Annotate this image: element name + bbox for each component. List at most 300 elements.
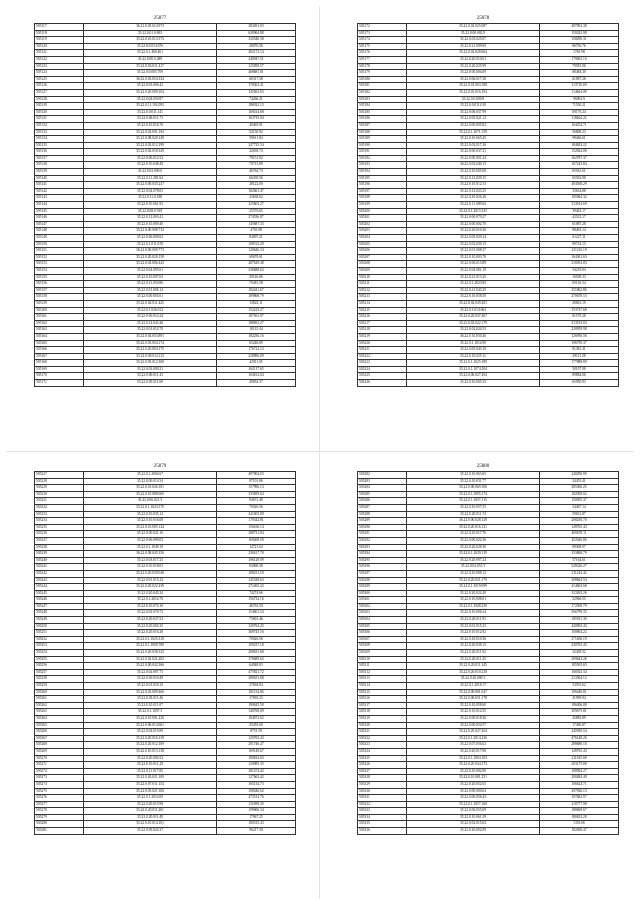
table-row <box>358 333 619 340</box>
parcel-code-cell: 35.22.0.1.1023.370 <box>84 504 217 511</box>
amount-cell: 247725.54 <box>217 142 296 149</box>
parcel-code-cell: 35.22.0.20.097.24 <box>407 557 540 564</box>
table-row <box>35 722 296 729</box>
table-row <box>358 340 619 347</box>
parcel-code-cell: 35.22.0.10.011.07 <box>84 702 217 709</box>
parcel-code-cell: 35.22.0.02.001.194 <box>84 129 217 136</box>
parcel-code-cell: 35.22.0.02.051.5 <box>407 564 540 571</box>
amount-cell: 297926.13 <box>540 788 619 795</box>
parcel-code-cell: 35.22.0.20.016.139 <box>84 735 217 742</box>
table-row <box>358 360 619 367</box>
record-id-cell: 505159 <box>35 300 84 307</box>
amount-cell: 240947.51 <box>217 56 296 63</box>
parcel-code-cell: 35.22.0.10.025.11 <box>407 353 540 360</box>
amount-cell: 162787.37 <box>540 155 619 162</box>
table-row <box>35 37 296 44</box>
parcel-code-cell: 35.22.0.00.054.57 <box>407 722 540 729</box>
amount-cell: 1353.66 <box>540 821 619 828</box>
table-row <box>35 254 296 261</box>
record-id-cell: 505252 <box>35 636 84 643</box>
parcel-code-cell: 36.22.0.08.045.356 <box>84 551 217 558</box>
record-id-cell: 505178 <box>358 63 407 70</box>
amount-cell: 150243.98 <box>540 30 619 37</box>
record-id-cell: 505136 <box>35 149 84 156</box>
parcel-code-cell: 35.22.0.02.017.26 <box>407 142 540 149</box>
parcel-code-cell: 35.22.0.06.014.661 <box>84 722 217 729</box>
parcel-code-cell: 35.22.0.11.017.85 <box>84 768 217 775</box>
record-id-cell: 505328 <box>358 775 407 782</box>
amount-cell: 476148.26 <box>540 735 619 742</box>
table-row <box>35 162 296 169</box>
parcel-code-cell: 35.22.0.08.020.149 <box>84 136 217 143</box>
amount-cell: 228896.09 <box>217 353 296 360</box>
table-row <box>35 103 296 110</box>
table-row <box>35 267 296 274</box>
amount-cell: 283491.03 <box>217 24 296 31</box>
table-row <box>358 696 619 703</box>
table-row <box>35 551 296 558</box>
record-id-cell: 505169 <box>35 366 84 373</box>
record-table <box>357 23 619 387</box>
parcel-code-cell: 35.22.0.10.081.251 <box>407 775 540 782</box>
parcel-code-cell: 35.22.0.20.052.65 <box>407 781 540 788</box>
record-id-cell: 505246 <box>35 597 84 604</box>
amount-cell: 94672.48 <box>217 498 296 505</box>
table-row <box>35 762 296 769</box>
record-id-cell: 505171 <box>35 380 84 387</box>
amount-cell: 61087.28 <box>540 221 619 228</box>
record-id-cell: 505174 <box>358 37 407 44</box>
record-id-cell: 505280 <box>35 821 84 828</box>
amount-cell: 65950.93 <box>540 380 619 387</box>
record-id-cell: 505121 <box>35 50 84 57</box>
table-row <box>358 83 619 90</box>
parcel-code-cell: 35.22.0.00.901.24 <box>407 155 540 162</box>
table-row <box>35 274 296 281</box>
parcel-code-cell: 35.22.0.00.018.56 <box>407 715 540 722</box>
amount-cell: 75001.46 <box>217 617 296 624</box>
record-id-cell: 505134 <box>35 136 84 143</box>
table-row <box>358 320 619 327</box>
table-row <box>35 30 296 37</box>
amount-cell: 4763.98 <box>217 228 296 235</box>
record-id-cell: 505167 <box>35 353 84 360</box>
amount-cell: 236688.63 <box>217 267 296 274</box>
parcel-code-cell: 35.22.0.1.2004.67 <box>84 472 217 479</box>
parcel-code-cell: 35.22.0.1.1004.103 <box>407 755 540 762</box>
table-row <box>358 281 619 288</box>
page-title: 25877 <box>153 16 167 21</box>
amount-cell: 475821.72 <box>217 669 296 676</box>
record-id-cell: 505245 <box>35 590 84 597</box>
record-id-cell: 505180 <box>358 76 407 83</box>
amount-cell: 164361.63 <box>540 254 619 261</box>
parcel-code-cell: 35.22.0.00.0.489 <box>84 56 217 63</box>
parcel-code-cell: 35.22.0.02.039.201 <box>407 300 540 307</box>
parcel-code-cell: 35.22.0.10.016.08 <box>84 518 217 525</box>
parcel-code-cell: 35.22.0.1.2023.85 <box>407 281 540 288</box>
table-row <box>35 748 296 755</box>
amount-cell: 145687.33 <box>217 221 296 228</box>
record-id-cell: 505161 <box>35 314 84 321</box>
parcel-code-cell: 35.22.0.10.014.101 <box>84 821 217 828</box>
table-row <box>35 50 296 57</box>
amount-cell: 98466.61 <box>540 136 619 143</box>
record-id-cell: 505313 <box>358 676 407 683</box>
record-id-cell: 505202 <box>358 221 407 228</box>
record-id-cell: 505308 <box>358 643 407 650</box>
parcel-code-cell: 35.22.0.04.050.87 <box>84 96 217 103</box>
amount-cell: 162117.63 <box>217 366 296 373</box>
amount-cell: 88463.14 <box>540 228 619 235</box>
table-row <box>358 294 619 301</box>
table-row <box>358 570 619 577</box>
amount-cell: 186922.13 <box>217 103 296 110</box>
record-id-cell: 505224 <box>358 366 407 373</box>
amount-cell: 30146.86 <box>217 274 296 281</box>
record-id-cell: 505217 <box>358 320 407 327</box>
table-row <box>35 498 296 505</box>
table-row <box>35 557 296 564</box>
record-id-cell: 505196 <box>358 182 407 189</box>
parcel-code-cell: 35.22.0.01.063.188 <box>407 83 540 90</box>
record-id-cell: 505209 <box>358 267 407 274</box>
table-row <box>358 636 619 643</box>
record-id-cell: 505243 <box>35 577 84 584</box>
table-row <box>358 96 619 103</box>
table-row <box>35 380 296 387</box>
record-id-cell: 505332 <box>358 801 407 808</box>
amount-cell: 181134.06 <box>217 689 296 696</box>
amount-cell: 187561.07 <box>217 314 296 321</box>
table-row <box>35 76 296 83</box>
record-id-cell: 505132 <box>35 122 84 129</box>
record-id-cell: 505124 <box>35 70 84 77</box>
record-id-cell: 505210 <box>358 274 407 281</box>
parcel-code-cell: 35.22.0.1.1007.3 <box>84 709 217 716</box>
parcel-code-cell: 35.22.0.20.015.98 <box>84 801 217 808</box>
page-bottom-right <box>357 464 609 835</box>
parcel-code-cell: 35.22.0.11.0.188 <box>84 195 217 202</box>
parcel-code-cell: 35.22.0.04.095.61 <box>84 267 217 274</box>
amount-cell: 180632.20 <box>540 814 619 821</box>
record-id-cell: 505218 <box>358 327 407 334</box>
table-row <box>35 564 296 571</box>
table-row <box>358 103 619 110</box>
parcel-code-cell: 35.22.0.21.009.09 <box>407 43 540 50</box>
amount-cell: 74266.21 <box>217 96 296 103</box>
record-id-cell: 505298 <box>358 577 407 584</box>
table-row <box>358 590 619 597</box>
table-row <box>358 70 619 77</box>
parcel-code-cell: 35.22.0.10.088.665 <box>84 491 217 498</box>
table-row <box>35 96 296 103</box>
record-id-cell: 505127 <box>35 89 84 96</box>
table-row <box>35 129 296 136</box>
amount-cell: 24453.41 <box>540 478 619 485</box>
table-row <box>35 590 296 597</box>
table-row <box>358 814 619 821</box>
record-id-cell: 505244 <box>35 584 84 591</box>
table-row <box>358 307 619 314</box>
amount-cell: 251862.86 <box>540 287 619 294</box>
table-row <box>358 116 619 123</box>
amount-cell: 167243.84 <box>540 162 619 169</box>
amount-cell: 61227.11 <box>540 235 619 242</box>
parcel-code-cell: 35.22.0.00.014.54 <box>84 478 217 485</box>
record-id-cell: 505154 <box>35 267 84 274</box>
record-id-cell: 505232 <box>35 504 84 511</box>
parcel-code-cell: 35.22.0.06.099.03 <box>84 537 217 544</box>
amount-cell: 108994.27 <box>540 768 619 775</box>
table-row <box>35 544 296 551</box>
record-id-cell: 505146 <box>35 215 84 222</box>
page-divider-vertical <box>319 6 320 899</box>
page-divider-horizontal <box>6 451 634 452</box>
parcel-code-cell: 35.22.0.0.011.010 <box>407 103 540 110</box>
table-row <box>35 814 296 821</box>
amount-cell: 81579.28 <box>540 314 619 321</box>
amount-cell: 196129.09 <box>217 557 296 564</box>
table-row <box>35 261 296 268</box>
amount-cell: 20823.19 <box>540 300 619 307</box>
parcel-code-cell: 35.22.0.20.094.52 <box>84 755 217 762</box>
amount-cell: 190634.63 <box>217 755 296 762</box>
record-id-cell: 505268 <box>35 742 84 749</box>
table-row <box>358 353 619 360</box>
record-id-cell: 505260 <box>35 689 84 696</box>
table-row <box>358 808 619 815</box>
amount-cell: 120765.43 <box>217 735 296 742</box>
parcel-code-cell: 35.22.0.20.038.15 <box>407 643 540 650</box>
parcel-code-cell: 35.22.0.11.102.093 <box>84 103 217 110</box>
parcel-code-cell: 35.22.0.00.079.27 <box>407 215 540 222</box>
parcel-code-cell: 35.22.0.05.012.308 <box>84 360 217 367</box>
table-row <box>35 353 296 360</box>
amount-cell: 41999.94 <box>540 696 619 703</box>
record-id-cell: 505289 <box>358 518 407 525</box>
table-row <box>358 491 619 498</box>
record-id-cell: 505183 <box>358 96 407 103</box>
amount-cell: 46764.73 <box>217 169 296 176</box>
parcel-code-cell: 35.22.0.10.057.55 <box>407 504 540 511</box>
parcel-code-cell: 35.22.0.02.012.199 <box>84 142 217 149</box>
amount-cell: 620964.88 <box>217 30 296 37</box>
record-id-cell: 505301 <box>358 597 407 604</box>
table-row <box>358 742 619 749</box>
amount-cell: 65561.61 <box>540 169 619 176</box>
table-row <box>35 366 296 373</box>
record-id-cell: 505185 <box>358 109 407 116</box>
table-row <box>35 63 296 70</box>
amount-cell: 179602.10 <box>540 56 619 63</box>
parcel-code-cell: 35.22.0.02.030.15 <box>407 241 540 248</box>
table-row <box>35 603 296 610</box>
amount-cell: 213564.12 <box>540 676 619 683</box>
parcel-code-cell: 35.22.0.02.021.202 <box>84 656 217 663</box>
table-row <box>35 472 296 479</box>
parcel-code-cell: 35.22.0.30.010.49 <box>84 676 217 683</box>
parcel-code-cell: 35.22.0.10.013.138 <box>84 748 217 755</box>
table-row <box>35 676 296 683</box>
record-id-cell: 505297 <box>358 570 407 577</box>
amount-cell: 42911.05 <box>217 360 296 367</box>
table-row <box>358 689 619 696</box>
record-id-cell: 505257 <box>35 669 84 676</box>
table-row <box>358 122 619 129</box>
table-row <box>35 208 296 215</box>
amount-cell: 32458.52 <box>540 650 619 657</box>
table-row <box>35 70 296 77</box>
amount-cell: 69176.24 <box>540 109 619 116</box>
table-row <box>358 531 619 538</box>
parcel-code-cell: 35.22.0.1.1074.104 <box>407 366 540 373</box>
amount-cell: 29111.28 <box>540 353 619 360</box>
table-row <box>35 597 296 604</box>
record-id-cell: 505117 <box>35 24 84 31</box>
amount-cell: 84007.21 <box>217 235 296 242</box>
parcel-code-cell: 35.22.0.1.1025.310 <box>84 636 217 643</box>
record-id-cell: 505162 <box>35 320 84 327</box>
amount-cell: 84968.38 <box>217 564 296 571</box>
table-row <box>35 142 296 149</box>
parcel-code-cell: 35.22.0.10.005.33 <box>407 380 540 387</box>
amount-cell: 230765.45 <box>540 643 619 650</box>
parcel-code-cell: 35.22.0.21.050.86 <box>84 281 217 288</box>
table-row <box>358 702 619 709</box>
table-row <box>35 663 296 670</box>
record-id-cell: 505156 <box>35 281 84 288</box>
amount-cell: 170689.62 <box>217 656 296 663</box>
table-row <box>358 584 619 591</box>
table-row <box>358 314 619 321</box>
amount-cell: 182256.16 <box>217 333 296 340</box>
record-id-cell: 505205 <box>358 241 407 248</box>
parcel-code-cell: 35.22.0.02.087.75 <box>84 669 217 676</box>
record-id-cell: 505126 <box>35 83 84 90</box>
parcel-code-cell: 35.22.0.12.043.46 <box>84 320 217 327</box>
table-row <box>358 261 619 268</box>
record-id-cell: 505193 <box>358 162 407 169</box>
record-id-cell: 505234 <box>35 518 84 525</box>
parcel-code-cell: 35.22.0.01.015.23 <box>407 623 540 630</box>
record-id-cell: 505267 <box>35 735 84 742</box>
record-id-cell: 505283 <box>358 478 407 485</box>
record-id-cell: 505219 <box>358 333 407 340</box>
parcel-code-cell: 35.22.0.10.008.01 <box>407 597 540 604</box>
record-id-cell: 505139 <box>35 169 84 176</box>
parcel-code-cell: 35.22.0.03.011.417 <box>84 63 217 70</box>
amount-cell: 74274.66 <box>217 590 296 597</box>
page-title: 25879 <box>153 464 167 469</box>
amount-cell: 566799.35 <box>540 610 619 617</box>
record-id-cell: 505331 <box>358 795 407 802</box>
record-id-cell: 505125 <box>35 76 84 83</box>
parcel-code-cell: 35.22.0.20.027.264 <box>407 729 540 736</box>
table-row <box>358 202 619 209</box>
table-row <box>358 597 619 604</box>
table-row <box>35 314 296 321</box>
parcel-code-cell: 35.22.0.10.035.12 <box>84 511 217 518</box>
record-id-cell: 505140 <box>35 175 84 182</box>
parcel-code-cell: 35.22.0.01.016.194 <box>407 89 540 96</box>
table-row <box>358 182 619 189</box>
record-id-cell: 505212 <box>358 287 407 294</box>
record-id-cell: 505192 <box>358 155 407 162</box>
table-row <box>358 366 619 373</box>
amount-cell: 16508.33 <box>540 274 619 281</box>
record-id-cell: 505310 <box>358 656 407 663</box>
record-id-cell: 505231 <box>35 498 84 505</box>
record-id-cell: 505215 <box>358 307 407 314</box>
amount-cell: 468681.01 <box>217 70 296 77</box>
amount-cell: 169208.59 <box>217 537 296 544</box>
table-row <box>358 56 619 63</box>
table-row <box>358 347 619 354</box>
table-row <box>358 175 619 182</box>
table-row <box>358 551 619 558</box>
table-row <box>358 327 619 334</box>
amount-cell: 40465.91 <box>217 122 296 129</box>
amount-cell: 70481.58 <box>217 281 296 288</box>
parcel-code-cell: 35.22.0.0.014.676 <box>84 43 217 50</box>
table-row <box>35 808 296 815</box>
table-row <box>35 768 296 775</box>
record-id-cell: 505333 <box>358 808 407 815</box>
record-id-cell: 505254 <box>35 650 84 657</box>
record-id-cell: 505214 <box>358 300 407 307</box>
amount-cell: 64048.03 <box>217 663 296 670</box>
amount-cell: 188231.59 <box>217 570 296 577</box>
amount-cell: 245930.54 <box>540 729 619 736</box>
record-id-cell: 505305 <box>358 623 407 630</box>
amount-cell: 208631.68 <box>217 650 296 657</box>
amount-cell: 118464.22 <box>540 116 619 123</box>
parcel-code-cell: 35.22.0.10.012.92 <box>407 630 540 637</box>
table-row <box>35 795 296 802</box>
amount-cell: 494568.29 <box>540 182 619 189</box>
parcel-code-cell: 35.22.0.02.078.03 <box>84 188 217 195</box>
parcel-code-cell: 35.22.0.10.016.76 <box>84 122 217 129</box>
record-id-cell: 505188 <box>358 129 407 136</box>
record-id-cell: 505181 <box>358 83 407 90</box>
amount-cell: 152223.27 <box>217 307 296 314</box>
parcel-code-cell: 35.22.0.10.031.77 <box>407 478 540 485</box>
record-id-cell: 505241 <box>35 564 84 571</box>
parcel-code-cell: 35.22.0.20.044.173 <box>407 762 540 769</box>
record-id-cell: 505264 <box>35 715 84 722</box>
parcel-code-cell: 35.22.0.00.005.82 <box>407 122 540 129</box>
record-table <box>34 23 296 387</box>
record-id-cell: 505322 <box>358 735 407 742</box>
record-id-cell: 505303 <box>358 610 407 617</box>
table-row <box>358 50 619 57</box>
parcel-code-cell: 35.22.0.1.1057.160 <box>407 801 540 808</box>
record-id-cell: 505256 <box>35 663 84 670</box>
record-id-cell: 505158 <box>35 294 84 301</box>
amount-cell: 108312.29 <box>217 241 296 248</box>
amount-cell: 89884.06 <box>540 373 619 380</box>
amount-cell: 220959.98 <box>540 327 619 334</box>
parcel-code-cell: 35.22.0.02.025.087 <box>407 24 540 31</box>
table-row <box>35 669 296 676</box>
parcel-code-cell: 35.22.0.1.2015.335 <box>407 208 540 215</box>
record-id-cell: 505334 <box>358 814 407 821</box>
table-row <box>358 781 619 788</box>
table-row <box>358 63 619 70</box>
table-row <box>358 129 619 136</box>
table-row <box>358 755 619 762</box>
